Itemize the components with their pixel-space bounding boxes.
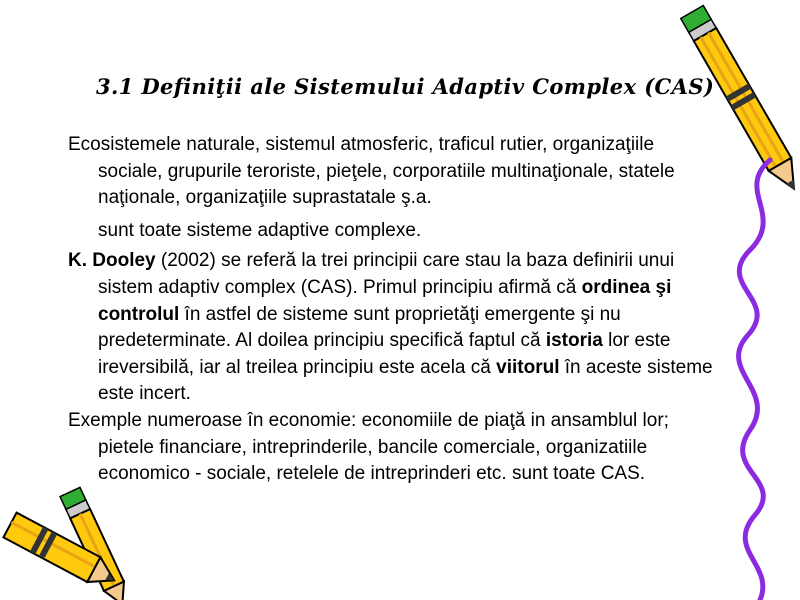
paragraph-ecosystems-text: Ecosistemele naturale, sistemul atmosferic, traficul rutier, organizaţiile sociale, grupurile teroriste, pieţele, corporatiile multinaţionale, statele naţionale, organizaţiile suprastatale ş.a. — [68, 134, 675, 209]
dooley-text-2: în astfel de sisteme sunt proprietăţi emergente şi nu predeterminate. Al doilea principiu specifică faptul că — [98, 303, 621, 352]
pencil-bottom-left-short-icon — [0, 505, 120, 600]
bold-viitorul: viitorul — [496, 356, 560, 378]
bold-ordinea: ordinea şi controlul — [98, 276, 672, 325]
slide-content — [68, 132, 718, 488]
dooley-text-3: lor este ireversibilă, iar al treilea principiu este acela că — [98, 330, 671, 378]
dooley-text-4: în aceste sisteme este incert. — [98, 356, 713, 405]
paragraph-ecosystems-continuation: sunt toate sisteme adaptive complexe. — [98, 219, 422, 241]
squiggle-line-icon — [730, 160, 800, 600]
paragraph-ecosystems — [68, 132, 718, 212]
author-name: K. Dooley — [68, 250, 156, 272]
paragraph-examples-text: Exemple numeroase în economie: economiile de piaţă in ansamblul lor; pietele financiare, intreprinderile, bancile comerciale, organizatiile economico - sociale, retelele de intreprinderi etc. sunt toate CAS. — [68, 409, 669, 485]
dooley-text-1: (2002) se referă la trei principii care stau la baza definirii unui sistem adaptiv complex (CAS). Primul principiu afirmă că — [98, 250, 675, 298]
slide-title: 3.1 Definiţii ale Sistemului Adaptiv Complex (CAS) — [96, 74, 715, 99]
bold-istoria: istoria — [545, 330, 603, 352]
paragraph-examples — [68, 408, 718, 488]
paragraph-dooley — [68, 248, 718, 408]
